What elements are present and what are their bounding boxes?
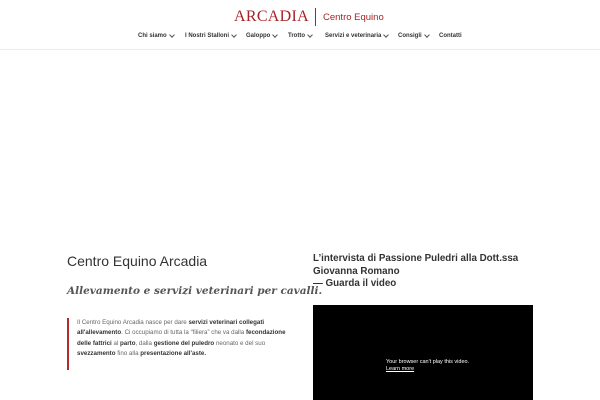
site-logo[interactable] — [234, 6, 384, 28]
intro-paragraph — [77, 318, 289, 360]
nav-item-servizi-veterinaria[interactable] — [325, 33, 388, 39]
intro-bold: presentazione all'aste. — [140, 350, 207, 358]
intro-bold: gestione del puledro — [153, 339, 215, 347]
page-subtitle: Allevamento e servizi veterinari per cavalli. — [67, 285, 323, 297]
nav-item-label: Galoppo — [246, 33, 271, 39]
video-player[interactable] — [313, 305, 533, 400]
chevron-down-icon — [231, 32, 237, 38]
intro-quote — [67, 318, 289, 370]
intro-text: Il Centro Equino Arcadia nasce per dare — [77, 319, 189, 326]
logo-wordmark: ARCADIA — [234, 8, 309, 25]
video-unsupported-text: Your browser can't play this video. — [386, 359, 470, 365]
nav-item-label: I Nostri Stalloni — [185, 33, 230, 39]
intro-text: , dalla — [135, 339, 154, 347]
chevron-down-icon — [273, 32, 279, 38]
chevron-down-icon — [384, 32, 390, 38]
nav-item-trotto[interactable] — [288, 33, 312, 39]
intro-bold: servizi veterinari collegati all'allevamento — [77, 319, 265, 337]
chevron-down-icon — [424, 32, 430, 38]
nav-item-chi-siamo[interactable] — [138, 33, 174, 39]
nav-item-galoppo[interactable] — [246, 33, 277, 39]
video-title-line: L’intervista di Passione Puledri alla Dott.ssa — [313, 253, 519, 264]
logo-bar — [0, 0, 600, 32]
intro-text: fino alla — [115, 350, 141, 358]
intro-text: neonato e del suo — [214, 339, 266, 347]
video-error-message — [386, 359, 469, 373]
logo-divider — [315, 8, 316, 26]
intro-bold: svezzamento — [77, 350, 116, 358]
nav-item-nostri-stalloni[interactable] — [185, 33, 236, 39]
video-title-line: — Guarda il video — [313, 278, 397, 290]
page-title: Centro Equino Arcadia — [67, 253, 208, 269]
nav-item-label: Contatti — [439, 33, 462, 39]
chevron-down-icon — [169, 32, 175, 38]
nav-item-consigli[interactable] — [398, 33, 429, 39]
video-title-line: Giovanna Romano — [313, 265, 400, 277]
nav-item-label: Consigli — [398, 33, 422, 39]
intro-bold: parto — [120, 339, 136, 347]
nav-item-label: Chi siamo — [138, 33, 167, 39]
intro-bold: fecondazione delle fattrici — [77, 329, 286, 347]
nav-item-label: Servizi e veterinaria — [325, 33, 382, 39]
intro-text: . Ci occupiamo di tutta la “filiera” che va dalla — [121, 329, 246, 337]
header-divider — [0, 49, 600, 50]
nav-item-contatti[interactable] — [439, 33, 462, 39]
intro-text: al — [111, 339, 120, 347]
main-nav — [0, 33, 600, 49]
nav-item-label: Trotto — [288, 33, 305, 39]
logo-tagline: Centro Equino — [323, 11, 384, 23]
video-section-title — [313, 253, 553, 291]
chevron-down-icon — [307, 32, 313, 38]
learn-more-link[interactable]: Learn more — [386, 366, 415, 372]
